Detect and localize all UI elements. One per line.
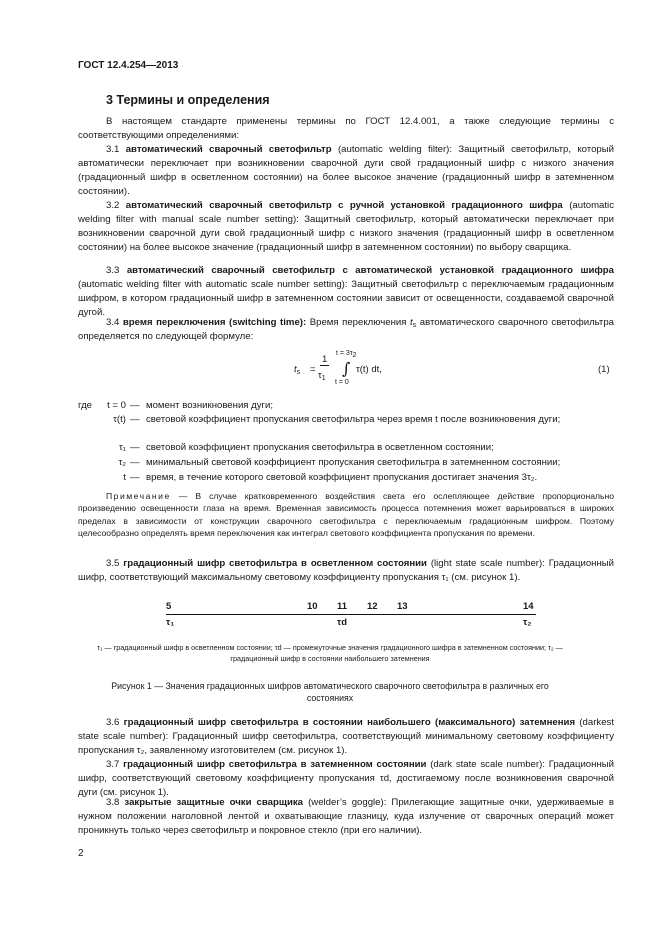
scale-number: 5	[166, 601, 172, 612]
where-text: световой коэффициент пропускания светофильтра в осветленном состоянии;	[146, 442, 494, 453]
scale-number: 13	[397, 601, 408, 612]
where-item	[78, 413, 614, 441]
term-3-3	[78, 264, 614, 320]
term-number: 3.1	[106, 144, 120, 155]
section-title: 3 Термины и определения	[106, 93, 270, 107]
where-symbol: t = 0	[107, 400, 126, 411]
where-item	[78, 399, 614, 413]
where-dash: —	[130, 400, 140, 411]
where-symbol: τ(t)	[113, 414, 126, 425]
where-text: момент возникновения дуги;	[146, 400, 274, 411]
term-3-2	[78, 199, 614, 255]
term-3-1	[78, 143, 614, 199]
term-3-8	[78, 796, 614, 838]
where-text: минимальный световой коэффициент пропускания светофильтра в затемненном состоянии;	[146, 457, 561, 468]
where-symbol: τ₂	[118, 457, 126, 468]
term-name: автоматический сварочный светофильтр	[125, 144, 332, 155]
where-dash: —	[130, 457, 140, 468]
term-definition: (dark state scale number): Градационный шифр, соответствующий световому коэффициенту пропускания τd, достигаемому после возникновения сварочной дуги (см. рисунок 1).	[78, 759, 614, 798]
scale-number: 10	[307, 601, 318, 612]
term-number: 3.4	[106, 317, 120, 328]
formula-numerator: 1	[322, 354, 328, 365]
scale-number-figure	[166, 603, 536, 633]
where-text: время, в течение которого световой коэффициент пропускания достигает значения 3τ₂.	[146, 472, 538, 483]
term-number: 3.7	[106, 759, 120, 770]
where-dash: —	[130, 414, 140, 425]
where-dash: —	[130, 472, 140, 483]
formula-upper-limit: $t = 3\tau_2$	[336, 350, 357, 359]
figure-caption: Рисунок 1 — Значения градационных шифров автоматического сварочного светофильтра в различных его состояниях	[111, 681, 549, 703]
note-paragraph	[78, 490, 614, 540]
term-definition: (automatic welding filter with automatic scale number setting): Защитный светофильтр с переключаемым градационным шифром, в котором градационный шифр в затемненном состоянии зависит от освещенности, создаваемой сварочной дугой.	[78, 279, 614, 318]
term-3-4	[78, 316, 614, 344]
formula-number: (1)	[598, 364, 610, 375]
note-text: — В случае кратковременного воздействия света его ослепляющее действие пропорционально произведению освещенности глаза на время. Временная зависимость процесса потемнения может варьироваться в широких пределах в зависимости от конструкции сварочного светофильтра с переключаемым градационным шифром. Поэтому целесообразно определять время переключения как интеграл светового коэффициента пропускания по времени.	[78, 491, 614, 539]
term-name: автоматический сварочный светофильтр с ручной установкой градационного шифра	[125, 200, 563, 211]
term-3-6	[78, 716, 614, 758]
term-number: 3.3	[106, 265, 120, 276]
formula-integral-sign: ∫	[342, 359, 351, 378]
term-number: 3.2	[106, 200, 120, 211]
figure-legend: τ₁ — градационный шифр в осветленном состоянии; τd — промежуточные значения градационного шифра в затемненном состоянии; τ₂ — градационный шифр в состоянии наибольшего затемнения	[97, 643, 563, 663]
where-item	[78, 441, 614, 455]
term-definition: (automatic welding filter): Защитный светофильтр, который автоматически переключает при возникновении сварочной дуги свой градационный шифр с низкого значения (градационный шифр в осветленном состоянии) на более высокое значение (градационный шифр в затемненном состоянии).	[78, 144, 615, 197]
term-name: градационный шифр светофильтра в затемненном состоянии	[123, 759, 427, 770]
formula-integrand: τ(t) dt,	[356, 364, 382, 375]
where-lead: где	[78, 400, 93, 411]
term-definition-b: автоматического сварочного светофильтра определяется по следующей формуле:	[78, 317, 614, 342]
formula-equals: =	[310, 364, 316, 375]
scale-number: 12	[367, 601, 378, 612]
scale-number: 11	[337, 601, 348, 612]
where-symbol: t	[123, 472, 126, 483]
term-definition-a: Время переключения	[306, 317, 410, 328]
term-name: закрытые защитные очки сварщика	[124, 797, 303, 808]
document-header: ГОСТ 12.4.254—2013	[78, 60, 179, 71]
intro-paragraph: В настоящем стандарте применены термины по ГОСТ 12.4.001, а также следующие термины с соответствующими определениями:	[78, 116, 614, 141]
tau-label: τd	[337, 617, 348, 628]
term-name: градационный шифр светофильтра в осветленном состоянии	[123, 558, 427, 569]
scale-axis	[166, 614, 536, 615]
page-number: 2	[78, 848, 84, 859]
where-item	[78, 471, 614, 485]
scale-number: 14	[523, 601, 534, 612]
term-definition: (darkest state scale number): Градационный шифр светофильтра, соответствующий минимальному световому коэффициенту пропускания τ₂, заявленному изготовителем (см. рисунок 1).	[78, 717, 614, 756]
term-name: время переключения (switching time):	[122, 317, 307, 328]
term-name: градационный шифр светофильтра в состоянии наибольшего (максимального) затемнения	[123, 717, 576, 728]
formula-denominator: $\tau_1$	[318, 370, 326, 382]
where-dash: —	[130, 442, 140, 453]
term-3-5	[78, 557, 614, 585]
note-label: Примечание	[106, 491, 171, 501]
formula-lhs: $t_s$	[294, 364, 301, 376]
term-number: 3.5	[106, 558, 120, 569]
where-text: световой коэффициент пропускания светофильтра через время t после возникновения дуги;	[146, 414, 561, 425]
term-name: автоматический сварочный светофильтр с автоматической установкой градационного шифра	[126, 265, 614, 276]
tau-label: τ₂	[523, 617, 532, 628]
term-number: 3.8	[106, 797, 120, 808]
term-definition: (automatic welding filter with manual scale number setting): Защитный светофильтр, который автоматически переключает при возникновении сварочной дуги свой градационный шифр с низкого значения (градационный шифр в осветленном состоянии) на более высокое значение (градационный шифр в затемненном состоянии) по выбору сварщика.	[78, 200, 614, 253]
ts-subscript: s	[412, 322, 417, 329]
term-number: 3.6	[106, 717, 120, 728]
tau-label: τ₁	[166, 617, 175, 628]
formula-lower-limit: t = 0	[335, 379, 349, 386]
ts-symbol: t	[410, 317, 413, 328]
term-definition: (light state scale number): Градационный шифр, соответствующий максимальному световому коэффициенту пропускания τ₁ (см. рисунок 1).	[78, 558, 615, 583]
where-symbol: τ₁	[118, 442, 126, 453]
switching-time-formula	[290, 350, 620, 389]
term-3-7	[78, 758, 614, 800]
where-item	[78, 456, 614, 470]
term-definition: (welder’s goggle): Прилегающие защитные очки, удерживаемые в нужном положении наголовной лентой и охватывающие глазницу, куда излучение от сварочных операций может проникнуть только через светофильтр и покровное стекло (при его наличии).	[78, 797, 614, 836]
